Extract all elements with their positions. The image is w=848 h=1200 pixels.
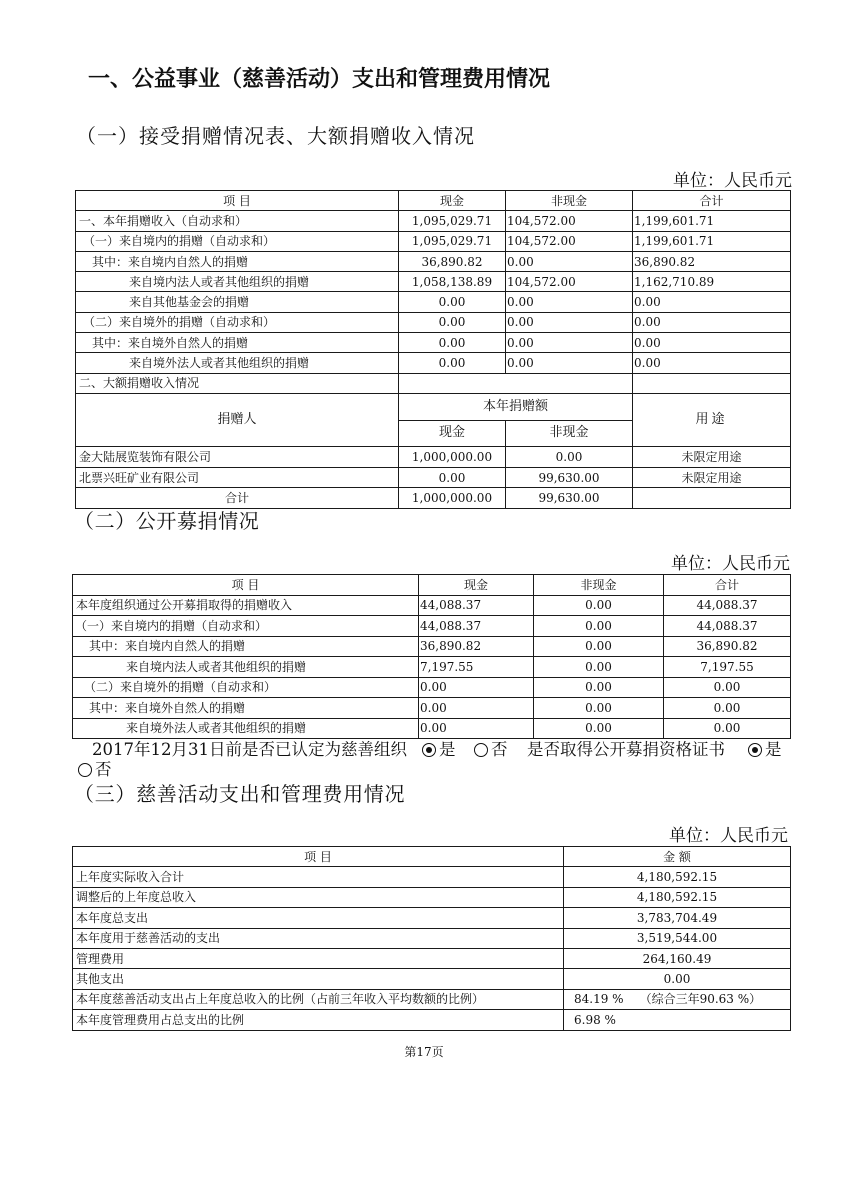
cash-value: 0.00 [419,698,534,719]
ratio-value: 6.98 % [564,1010,791,1030]
fundraising-permit-yes-option [748,740,782,760]
charity-recognition-question: 2017年12月31日前是否已认定为慈善组织 [92,740,407,759]
total-value: 0.00 [664,677,791,698]
radio-option-label: 是 [765,740,782,759]
column-header-total: 合计 [664,575,791,596]
row-label: 其中：来自境内自然人的捐赠 [73,636,419,657]
donor-purpose: 未限定用途 [633,446,791,467]
annual-donation-amount-header: 本年捐赠额 [399,393,633,420]
empty-cell [633,373,791,393]
large-donation-section-row [76,373,791,393]
currency-unit-label: 单位：人民币元 [669,826,788,846]
table-row [73,657,791,678]
charity-expense-table [72,846,791,1031]
table-row [76,231,791,251]
cash-value: 0.00 [419,718,534,739]
donor-row [76,467,791,488]
cash-value: 0.00 [399,312,506,332]
cash-value: 36,890.82 [419,636,534,657]
cash-value: 1,095,029.71 [399,231,506,251]
charity-recognition-yes-option [422,740,456,760]
fundraising-permit-no-option [78,760,112,780]
public-fundraising-heading: （二）公开募捐情况 [74,509,260,533]
donor-purpose: 未限定用途 [633,467,791,488]
total-value: 36,890.82 [633,251,791,271]
amount-value: 4,180,592.15 [564,887,791,907]
total-value: 0.00 [633,353,791,373]
charity-expense-heading: （三）慈善活动支出和管理费用情况 [74,782,406,806]
table-row [76,211,791,231]
donor-cash-value: 1,000,000.00 [399,446,506,467]
row-label: 一、本年捐赠收入（自动求和） [76,211,399,231]
table-row [76,333,791,353]
row-label: （一）来自境内的捐赠（自动求和） [73,616,419,637]
cash-value: 1,058,138.89 [399,272,506,292]
amount-value: 4,180,592.15 [564,867,791,887]
total-value: 1,162,710.89 [633,272,791,292]
total-value: 0.00 [633,292,791,312]
donor-total-label: 合计 [76,488,399,509]
row-label: 本年度慈善活动支出占上年度总收入的比例（占前三年收入平均数额的比例） [73,989,564,1009]
radio-button-icon [474,743,488,757]
donor-header: 捐赠人 [76,393,399,446]
ratio-value: 84.19 % [574,992,624,1007]
cash-value: 0.00 [399,333,506,353]
total-value: 44,088.37 [664,616,791,637]
donation-income-table [75,190,791,509]
donor-name: 金大陆展览装饰有限公司 [76,446,399,467]
column-header-non-cash: 非现金 [534,575,664,596]
cash-value: 0.00 [399,353,506,373]
total-value: 0.00 [633,333,791,353]
large-donation-section-label: 二、大额捐赠收入情况 [76,373,399,393]
fundraising-permit-question: 是否取得公开募捐资格证书 [527,740,725,759]
total-value: 1,199,601.71 [633,231,791,251]
page-title: 一、公益事业（慈善活动）支出和管理费用情况 [88,67,551,92]
table-row [76,292,791,312]
non-cash-value: 0.00 [534,595,664,616]
row-label: 其中：来自境内自然人的捐赠 [76,251,399,271]
column-header-cash: 现金 [419,575,534,596]
non-cash-value: 0.00 [506,333,633,353]
currency-unit-label: 单位：人民币元 [673,171,792,191]
row-label: 本年度总支出 [73,908,564,928]
currency-unit-label: 单位：人民币元 [671,554,790,574]
table-row [76,353,791,373]
donor-non-cash-value: 99,630.00 [506,467,633,488]
column-header-amount: 金 额 [564,847,791,867]
total-value: 0.00 [664,698,791,719]
non-cash-value: 104,572.00 [506,272,633,292]
row-label: 来自境内法人或者其他组织的捐赠 [76,272,399,292]
table-header-row [73,575,791,596]
table-row [73,908,791,928]
table-row [73,718,791,739]
table-row [73,677,791,698]
table-row [76,272,791,292]
column-header-non-cash: 非现金 [506,191,633,211]
table-row [73,595,791,616]
table-row [73,698,791,719]
row-label: 来自境内法人或者其他组织的捐赠 [73,657,419,678]
ratio-note: （综合三年90.63 %） [639,992,762,1007]
column-header-item: 项 目 [76,191,399,211]
column-header-cash: 现金 [399,191,506,211]
row-label: 来自境外法人或者其他组织的捐赠 [76,353,399,373]
table-header-row [76,191,791,211]
radio-button-icon [78,763,92,777]
non-cash-value: 0.00 [506,292,633,312]
column-header-item: 项 目 [73,575,419,596]
ratio-cell [564,989,791,1009]
table-row [73,867,791,887]
table-row [73,887,791,907]
row-label: 来自境外法人或者其他组织的捐赠 [73,718,419,739]
cash-value: 0.00 [399,292,506,312]
radio-button-icon [422,743,436,757]
donor-total-row [76,488,791,509]
cash-value: 44,088.37 [419,616,534,637]
total-value: 0.00 [633,312,791,332]
table-header-row [73,847,791,867]
table-row [73,989,791,1009]
radio-option-label: 否 [95,760,112,779]
total-value: 1,199,601.71 [633,211,791,231]
donation-section-heading: （一）接受捐赠情况表、大额捐赠收入情况 [76,124,475,148]
column-header-total: 合计 [633,191,791,211]
row-label: 其他支出 [73,969,564,989]
row-label: （二）来自境外的捐赠（自动求和） [73,677,419,698]
row-label: 来自其他基金会的捐赠 [76,292,399,312]
row-label: 其中：来自境外自然人的捐赠 [73,698,419,719]
non-cash-value: 0.00 [534,677,664,698]
cash-value: 7,197.55 [419,657,534,678]
table-row [73,969,791,989]
donor-non-cash-value: 0.00 [506,446,633,467]
row-label: 调整后的上年度总收入 [73,887,564,907]
non-cash-value: 0.00 [534,657,664,678]
row-label: 其中：来自境外自然人的捐赠 [76,333,399,353]
cash-value: 36,890.82 [399,251,506,271]
donor-total-non-cash: 99,630.00 [506,488,633,509]
non-cash-value: 0.00 [534,636,664,657]
table-row [73,616,791,637]
page-number: 第17页 [404,1045,444,1059]
row-label: 本年度管理费用占总支出的比例 [73,1010,564,1030]
amount-value: 3,519,544.00 [564,928,791,948]
donor-total-cash: 1,000,000.00 [399,488,506,509]
purpose-header: 用途 [633,393,791,446]
public-fundraising-table [72,574,791,739]
cash-value: 44,088.37 [419,595,534,616]
donor-header-row [76,393,791,420]
table-row [76,312,791,332]
radio-option-label: 否 [491,740,508,759]
donor-name: 北票兴旺矿业有限公司 [76,467,399,488]
donor-non-cash-header: 非现金 [506,420,633,446]
table-row [73,928,791,948]
table-row [73,636,791,657]
row-label: 本年度组织通过公开募捐取得的捐赠收入 [73,595,419,616]
radio-option-label: 是 [439,740,456,759]
radio-button-icon [748,743,762,757]
row-label: （二）来自境外的捐赠（自动求和） [76,312,399,332]
row-label: 上年度实际收入合计 [73,867,564,887]
column-header-item: 项 目 [73,847,564,867]
row-label: （一）来自境内的捐赠（自动求和） [76,231,399,251]
non-cash-value: 0.00 [534,616,664,637]
empty-cell [399,373,633,393]
charity-recognition-no-option [474,740,508,760]
amount-value: 264,160.49 [564,948,791,968]
non-cash-value: 0.00 [534,718,664,739]
amount-value: 0.00 [564,969,791,989]
cash-value: 0.00 [419,677,534,698]
non-cash-value: 0.00 [506,353,633,373]
total-value: 7,197.55 [664,657,791,678]
non-cash-value: 0.00 [506,251,633,271]
cash-value: 1,095,029.71 [399,211,506,231]
empty-cell [633,488,791,509]
table-row [73,1010,791,1030]
donor-row [76,446,791,467]
amount-value: 3,783,704.49 [564,908,791,928]
donor-cash-header: 现金 [399,420,506,446]
table-row [73,948,791,968]
non-cash-value: 0.00 [534,698,664,719]
non-cash-value: 104,572.00 [506,211,633,231]
non-cash-value: 0.00 [506,312,633,332]
non-cash-value: 104,572.00 [506,231,633,251]
row-label: 本年度用于慈善活动的支出 [73,928,564,948]
total-value: 36,890.82 [664,636,791,657]
donor-cash-value: 0.00 [399,467,506,488]
total-value: 0.00 [664,718,791,739]
row-label: 管理费用 [73,948,564,968]
total-value: 44,088.37 [664,595,791,616]
table-row [76,251,791,271]
